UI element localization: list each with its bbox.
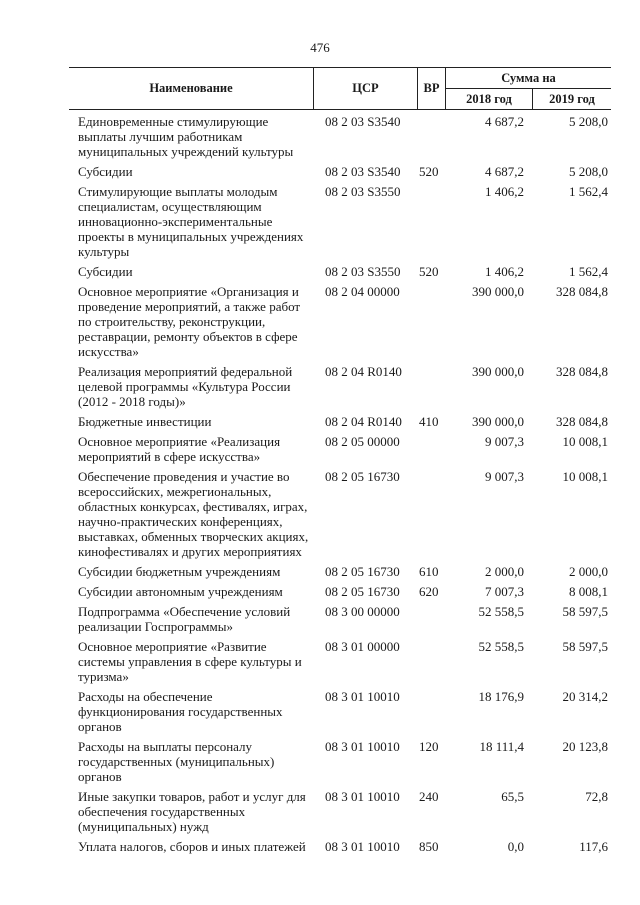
header-name: Наименование xyxy=(69,68,314,109)
row-2018: 9 007,3 xyxy=(485,469,524,484)
row-name: Субсидии автономным учреждениям xyxy=(78,584,283,599)
row-2019: 5 208,0 xyxy=(569,164,608,179)
table-row xyxy=(78,414,618,429)
table-row xyxy=(78,564,618,579)
row-2018: 1 406,2 xyxy=(485,264,524,279)
row-csr: 08 3 01 10010 xyxy=(325,839,400,854)
row-vr: 610 xyxy=(419,564,439,579)
row-csr: 08 3 01 00000 xyxy=(325,639,400,654)
row-2018: 52 558,5 xyxy=(478,604,524,619)
row-name: Подпрограмма «Обеспечение условий реализации Госпрограммы» xyxy=(78,604,291,634)
row-vr: 520 xyxy=(419,164,439,179)
row-2018: 2 000,0 xyxy=(485,564,524,579)
header-year-2018: 2018 год xyxy=(446,89,533,110)
page-number: 476 xyxy=(310,40,330,55)
row-csr: 08 2 03 S3540 xyxy=(325,114,401,129)
row-vr: 410 xyxy=(419,414,439,429)
row-name: Реализация мероприятий федеральной целевой программы «Культура России (2012 - 2018 годы)» xyxy=(78,364,293,409)
row-2019: 2 000,0 xyxy=(569,564,608,579)
row-2018: 7 007,3 xyxy=(485,584,524,599)
row-2018: 390 000,0 xyxy=(472,284,524,299)
table-row xyxy=(78,364,618,409)
row-csr: 08 3 01 10010 xyxy=(325,689,400,704)
row-name: Бюджетные инвестиции xyxy=(78,414,212,429)
row-name: Основное мероприятие «Организация и проведение мероприятий, а также работ по строительству, реконструкции, реставрации, ремонту объектов в сфере искусства» xyxy=(78,284,301,359)
row-csr: 08 2 03 S3550 xyxy=(325,264,401,279)
row-name: Иные закупки товаров, работ и услуг для обеспечения государственных (муниципальных) нужд xyxy=(78,789,306,834)
row-2019: 8 008,1 xyxy=(569,584,608,599)
table-row xyxy=(78,584,618,599)
table-row xyxy=(78,264,618,279)
row-name: Обеспечение проведения и участие во всероссийских, межрегиональных, областных конкурсах, фестивалях, играх, научно-практических конференциях, выставках, обменных творческих акциях, кинофестивалях и других мероприятиях xyxy=(78,469,309,559)
row-vr: 620 xyxy=(419,584,439,599)
table-row xyxy=(78,604,618,634)
row-csr: 08 2 03 S3550 xyxy=(325,184,401,199)
row-2018: 18 176,9 xyxy=(478,689,524,704)
row-2019: 1 562,4 xyxy=(569,264,608,279)
row-csr: 08 2 05 16730 xyxy=(325,469,400,484)
row-csr: 08 3 01 10010 xyxy=(325,739,400,754)
row-name: Стимулирующие выплаты молодым специалистам, осуществляющим инновационно-экспериментальные проекты в муниципальных учреждениях культуры xyxy=(78,184,304,259)
row-vr: 120 xyxy=(419,739,439,754)
row-2019: 1 562,4 xyxy=(569,184,608,199)
row-2018: 18 111,4 xyxy=(479,739,524,754)
row-2018: 4 687,2 xyxy=(485,114,524,129)
row-2019: 117,6 xyxy=(579,839,608,854)
row-2018: 4 687,2 xyxy=(485,164,524,179)
row-csr: 08 2 03 S3540 xyxy=(325,164,401,179)
row-vr: 850 xyxy=(419,839,439,854)
table-row xyxy=(78,114,618,159)
row-name: Субсидии бюджетным учреждениям xyxy=(78,564,281,579)
row-2019: 10 008,1 xyxy=(562,469,608,484)
row-2018: 9 007,3 xyxy=(485,434,524,449)
row-csr: 08 2 04 00000 xyxy=(325,284,400,299)
row-2019: 5 208,0 xyxy=(569,114,608,129)
row-vr: 240 xyxy=(419,789,439,804)
row-csr: 08 3 00 00000 xyxy=(325,604,400,619)
table-row xyxy=(78,184,618,259)
row-2019: 328 084,8 xyxy=(556,414,608,429)
row-2018: 0,0 xyxy=(507,839,524,854)
row-2019: 72,8 xyxy=(585,789,608,804)
table-row xyxy=(78,639,618,684)
row-2019: 20 123,8 xyxy=(562,739,608,754)
header-sum: Сумма на xyxy=(446,68,611,89)
row-name: Субсидии xyxy=(78,164,133,179)
row-csr: 08 2 04 R0140 xyxy=(325,414,402,429)
table-row xyxy=(78,689,618,734)
row-2018: 65,5 xyxy=(501,789,524,804)
header-vr: ВР xyxy=(418,68,446,109)
row-name: Основное мероприятие «Реализация мероприятий в сфере искусства» xyxy=(78,434,281,464)
row-2018: 1 406,2 xyxy=(485,184,524,199)
row-vr: 520 xyxy=(419,264,439,279)
table-body xyxy=(78,114,618,859)
row-csr: 08 2 05 00000 xyxy=(325,434,400,449)
table-row xyxy=(78,434,618,464)
row-2019: 20 314,2 xyxy=(562,689,608,704)
table-row xyxy=(78,469,618,559)
row-2019: 328 084,8 xyxy=(556,364,608,379)
table-row xyxy=(78,284,618,359)
row-name: Расходы на обеспечение функционирования государственных органов xyxy=(78,689,283,734)
row-2019: 58 597,5 xyxy=(562,604,608,619)
row-2018: 390 000,0 xyxy=(472,364,524,379)
row-csr: 08 2 05 16730 xyxy=(325,564,400,579)
row-name: Основное мероприятие «Развитие системы управления в сфере культуры и туризма» xyxy=(78,639,302,684)
row-name: Расходы на выплаты персоналу государственных (муниципальных) органов xyxy=(78,739,275,784)
row-2019: 10 008,1 xyxy=(562,434,608,449)
table-row xyxy=(78,164,618,179)
row-2018: 52 558,5 xyxy=(478,639,524,654)
table-row xyxy=(78,739,618,784)
row-name: Единовременные стимулирующие выплаты лучшим работникам муниципальных учреждений культуры xyxy=(78,114,294,159)
row-name: Субсидии xyxy=(78,264,133,279)
row-name: Уплата налогов, сборов и иных платежей xyxy=(78,839,306,854)
table-row xyxy=(78,789,618,834)
row-2018: 390 000,0 xyxy=(472,414,524,429)
table-header xyxy=(69,67,611,110)
table-row xyxy=(78,839,618,854)
row-2019: 328 084,8 xyxy=(556,284,608,299)
row-csr: 08 3 01 10010 xyxy=(325,789,400,804)
header-year-2019: 2019 год xyxy=(549,92,595,106)
header-csr: ЦСР xyxy=(314,68,418,109)
row-csr: 08 2 05 16730 xyxy=(325,584,400,599)
row-csr: 08 2 04 R0140 xyxy=(325,364,402,379)
row-2019: 58 597,5 xyxy=(562,639,608,654)
